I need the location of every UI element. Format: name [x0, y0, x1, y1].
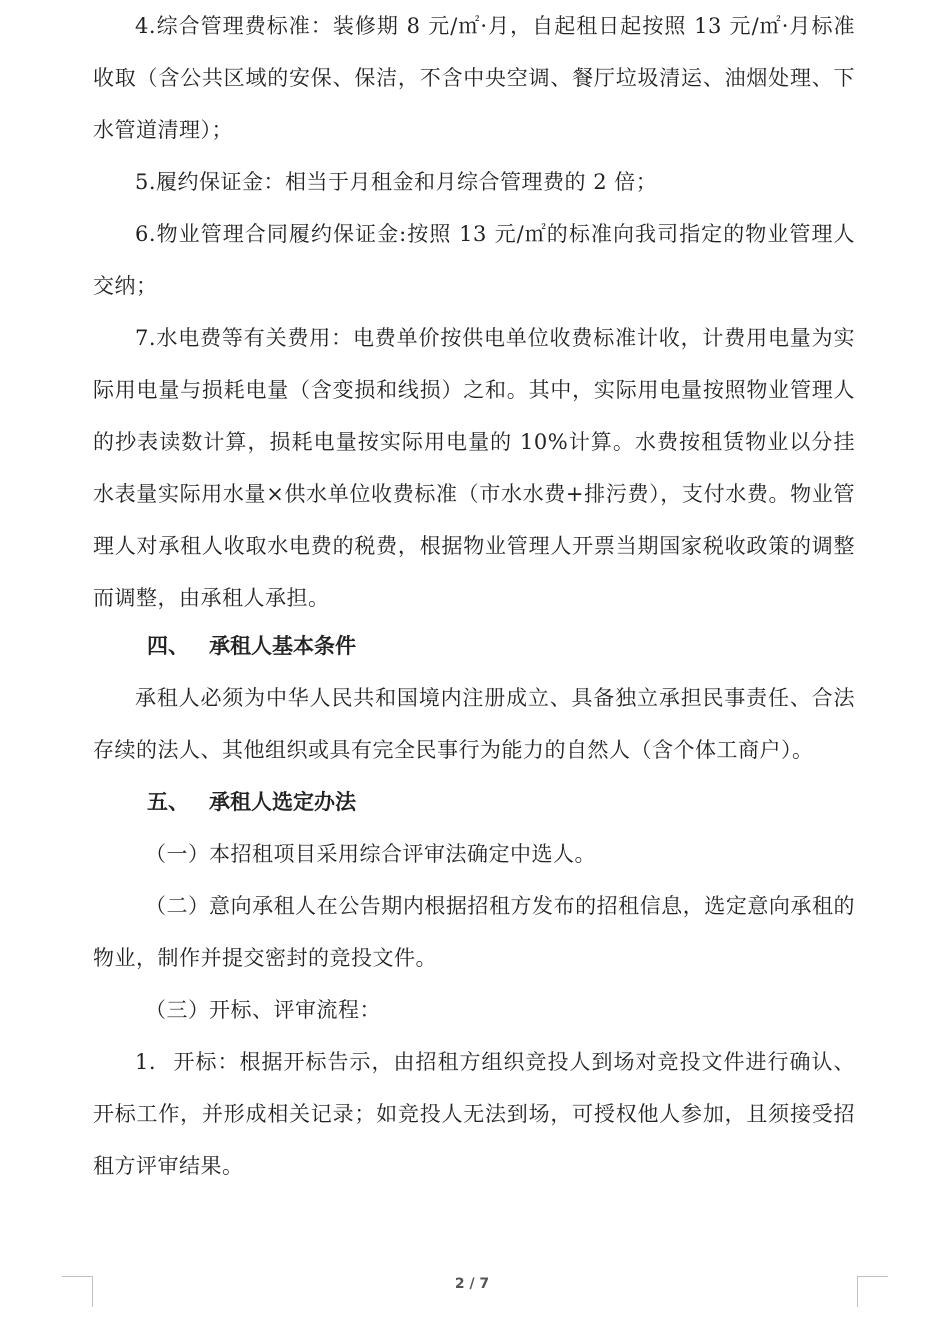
paragraph-performance-deposit: 5.履约保证金：相当于月租金和月综合管理费的 2 倍；	[135, 170, 658, 194]
section-heading-tenant-conditions	[93, 620, 855, 672]
subsection-text: 开标、评审流程：	[209, 998, 381, 1022]
subsection-2	[93, 880, 855, 984]
paragraph-property-contract-deposit: 6.物业管理合同履约保证金:按照 13 元/㎡的标准向我司指定的物业管理人交纳；	[93, 222, 855, 298]
section-title: 承租人选定办法	[209, 790, 356, 814]
section-heading-selection-method	[93, 776, 855, 828]
subsection-text: 意向承租人在公告期内根据招租方发布的招租信息，选定意向承租的物业，制作并提交密封的竞投文件。	[93, 894, 855, 970]
subsection-number: （三）	[145, 998, 210, 1022]
section-number: 五、	[147, 790, 189, 814]
subsection-3	[93, 984, 855, 1036]
subsection-number: （一）	[145, 842, 210, 866]
paragraph-utilities-fees: 7.水电费等有关费用：电费单价按供电单位收费标准计收，计费用电量为实际用电量与损耗电量（含变损和线损）之和。其中，实际用电量按照物业管理人的抄表读数计算，损耗电量按实际用电量的 10%计算。水费按租赁物业以分挂水表量实际用水量×供水单位收费标准（市水水费+排污费），支付水费。物业管理人对承租人收取水电费的税费，根据物业管理人开票当期国家税收政策的调整而调整，由承租人承担。	[93, 326, 855, 610]
section-number: 四、	[147, 634, 189, 658]
page-number: 2 / 7	[454, 1276, 490, 1292]
list-item-text: 开标：根据开标告示，由招租方组织竞投人到场对竞投文件进行确认、开标工作，并形成相关记录；如竞投人无法到场，可授权他人参加，且须接受招租方评审结果。	[93, 1050, 855, 1178]
paragraph-management-fee: 4.综合管理费标准：装修期 8 元/㎡·月，自起租日起按照 13 元/㎡·月标准收取（含公共区域的安保、保洁，不含中央空调、餐厅垃圾清运、油烟处理、下水管道清理）；	[93, 14, 855, 142]
paragraph-tenant-conditions: 承租人必须为中华人民共和国境内注册成立、具备独立承担民事责任、合法存续的法人、其他组织或具有完全民事行为能力的自然人（含个体工商户）。	[93, 686, 855, 762]
list-item-opening	[93, 1036, 855, 1192]
subsection-number: （二）	[145, 894, 210, 918]
subsection-text: 本招租项目采用综合评审法确定中选人。	[209, 842, 596, 866]
section-title: 承租人基本条件	[209, 634, 356, 658]
list-item-number: 1.	[135, 1050, 157, 1074]
subsection-1	[93, 828, 855, 880]
